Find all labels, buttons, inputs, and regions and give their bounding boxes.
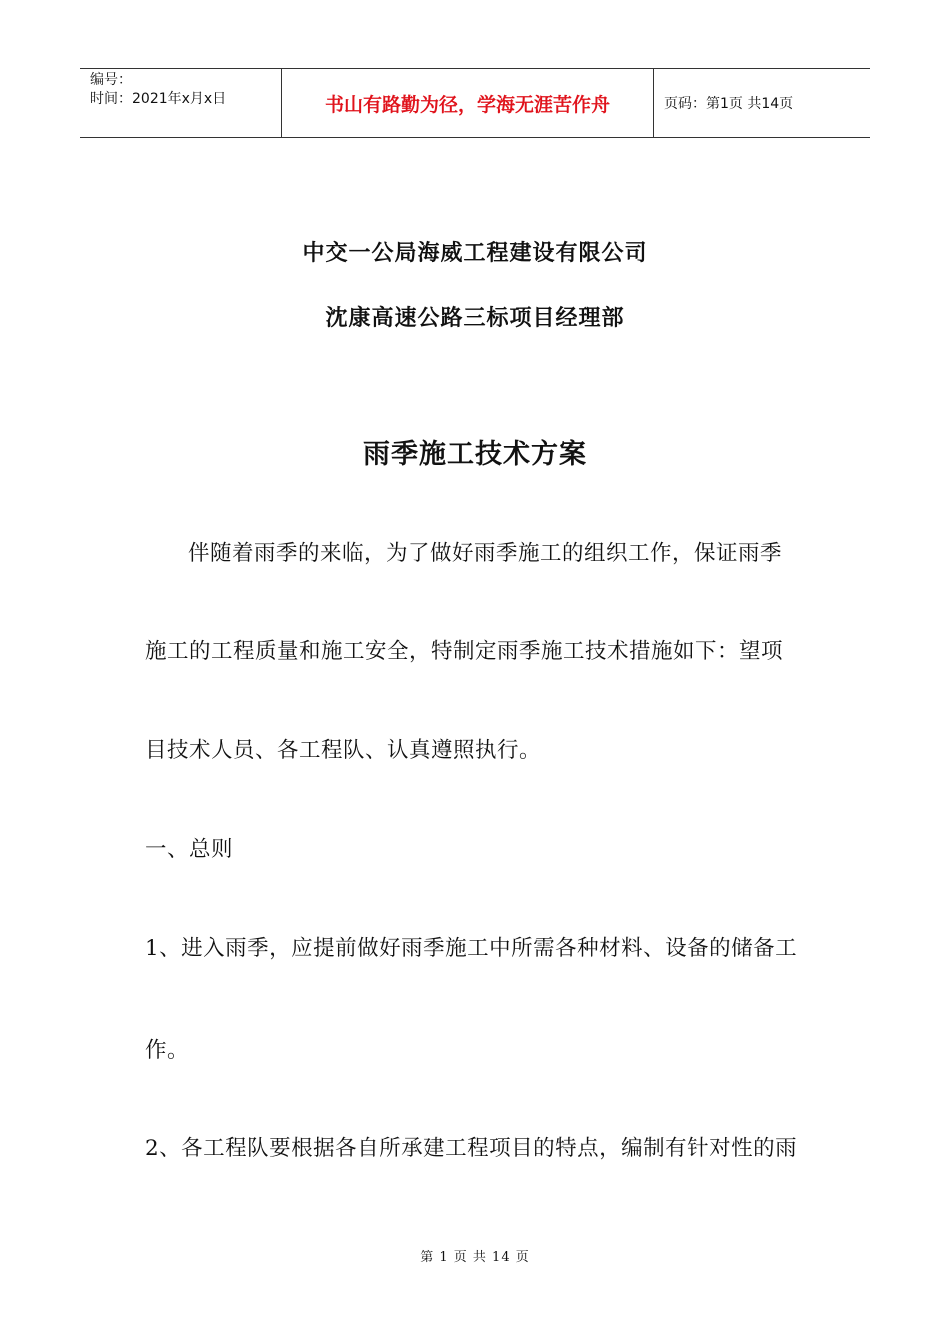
- document-title: 雨季施工技术方案: [363, 439, 587, 470]
- header-motto: 书山有路勤为径，学海无涯苦作舟: [281, 69, 654, 137]
- number-label: 编号：: [90, 72, 132, 88]
- header-page-number: 页码：第1页 共14页: [664, 96, 794, 112]
- paragraph-line: 2、各工程队要根据各自所承建工程项目的特点，编制有针对性的雨: [145, 1136, 798, 1161]
- paragraph-line: 作。: [145, 1038, 190, 1063]
- department-name: 沈康高速公路三标项目经理部: [325, 306, 625, 331]
- paragraph-line: 施工的工程质量和施工安全，特制定雨季施工技术措施如下：望项: [145, 639, 784, 664]
- page-footer: 第 1 页 共 14 页: [420, 1250, 530, 1265]
- time-label: 时间：2021年x月x日: [90, 91, 227, 107]
- organization-name: 中交一公局海威工程建设有限公司: [302, 241, 648, 266]
- section-heading: 一、总则: [145, 837, 234, 862]
- paragraph-line: 目技术人员、各工程队、认真遵照执行。: [145, 738, 542, 763]
- page-header: [80, 68, 870, 138]
- paragraph-line: 伴随着雨季的来临，为了做好雨季施工的组织工作，保证雨季: [188, 541, 783, 566]
- header-meta: [80, 69, 281, 137]
- paragraph-line: 1、进入雨季，应提前做好雨季施工中所需各种材料、设备的储备工: [145, 936, 798, 961]
